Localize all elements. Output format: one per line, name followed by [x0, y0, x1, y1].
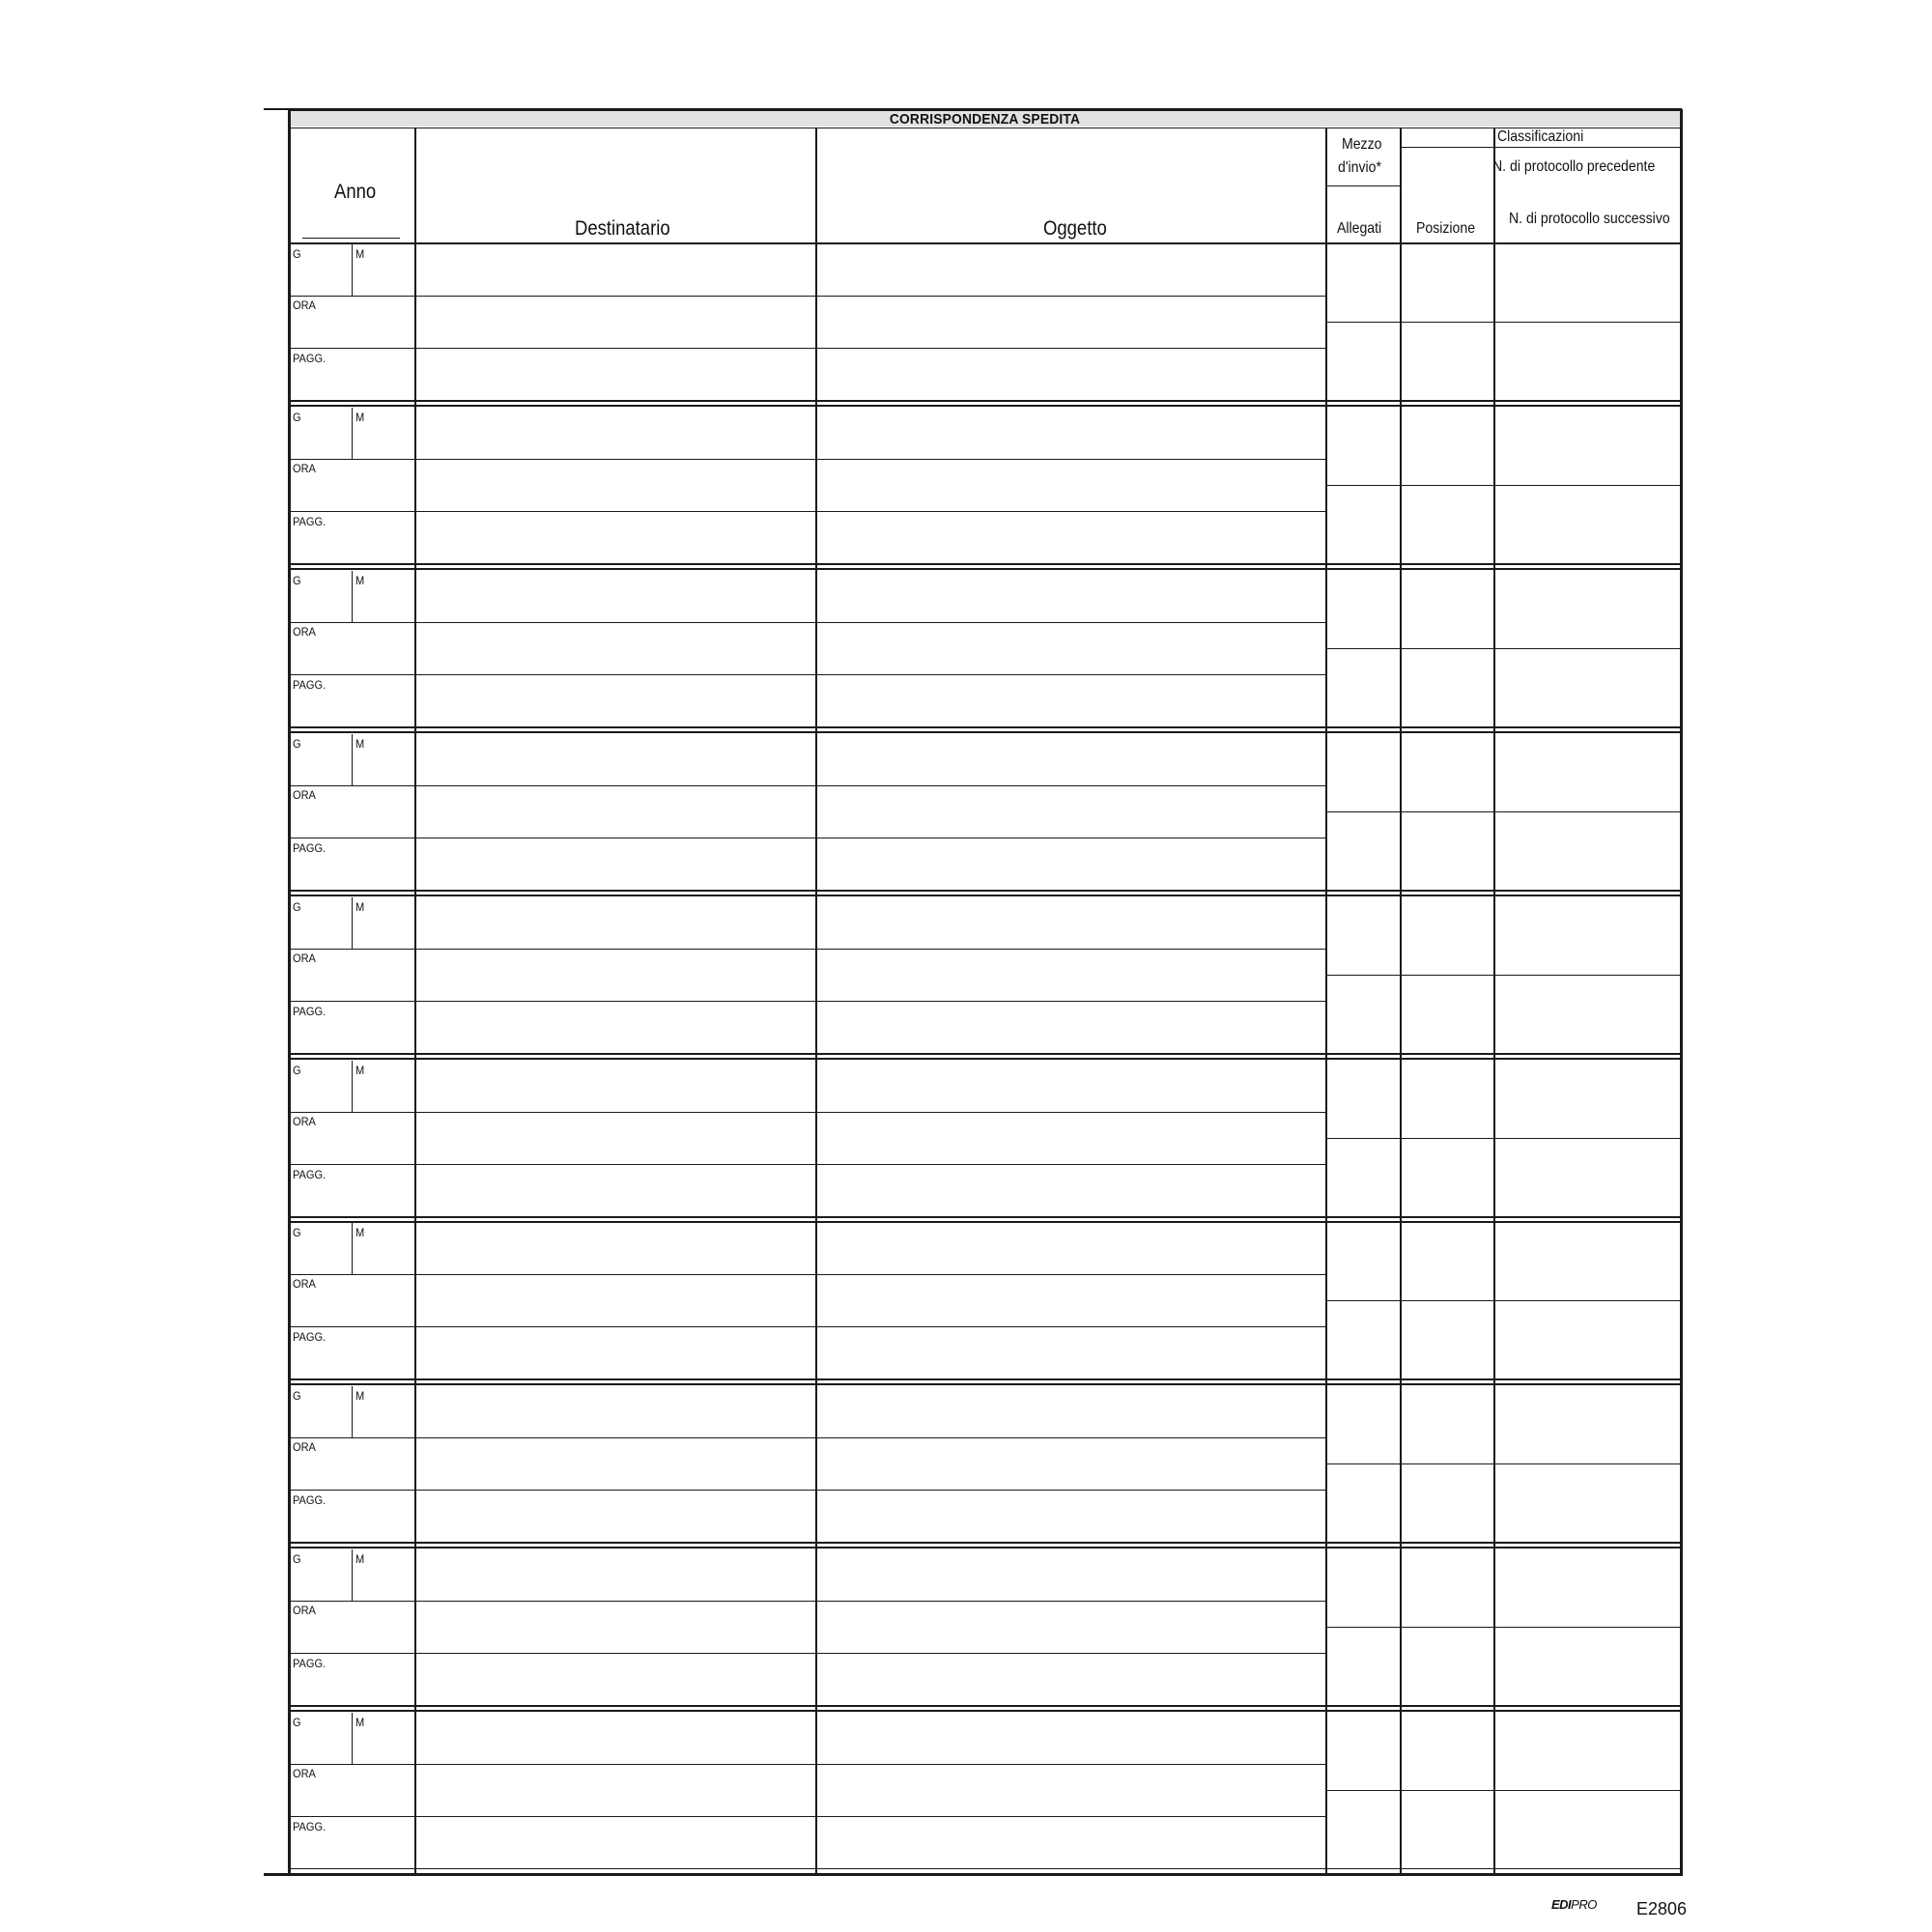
entry-5-end-rule-b — [288, 1058, 1681, 1060]
entry-6-gm-divider — [352, 1061, 353, 1112]
entry-6-rule-1 — [288, 1112, 1325, 1113]
entry-1-end-rule-a — [288, 400, 1681, 402]
entry-7-giorno-label: G — [293, 1226, 301, 1239]
entry-3-rule-1 — [288, 622, 1325, 623]
entry-1-giorno-label: G — [293, 247, 301, 261]
entry-5-side-rule — [1325, 975, 1681, 976]
entry-10-gm-divider — [352, 1713, 353, 1764]
entry-10-rule-2 — [288, 1816, 1325, 1817]
entry-10-pagine-label: PAGG. — [293, 1820, 327, 1833]
entry-9-giorno-label: G — [293, 1552, 301, 1566]
entry-7-end-rule-a — [288, 1378, 1681, 1380]
last-entry-end-rule — [288, 1868, 1681, 1869]
header-bottom-rule — [288, 242, 1681, 244]
entry-1-side-rule — [1325, 322, 1681, 323]
entry-2-side-rule — [1325, 485, 1681, 486]
entry-2-rule-1 — [288, 459, 1325, 460]
entry-2-mese-label: M — [355, 411, 365, 424]
entry-7-gm-divider — [352, 1223, 353, 1274]
entry-2-end-rule-a — [288, 563, 1681, 565]
mezzo-header-line2: d'invio* — [1338, 159, 1381, 176]
entry-8-rule-2 — [288, 1490, 1325, 1491]
entry-1-pagine-label: PAGG. — [293, 352, 327, 365]
entry-10-mese-label: M — [355, 1716, 365, 1729]
frame-left-border — [288, 109, 291, 1876]
classificazioni-header: Classificazioni — [1497, 128, 1584, 145]
entry-7-mese-label: M — [355, 1226, 365, 1239]
protocollo-successivo-header: N. di protocollo successivo — [1509, 211, 1670, 227]
entry-7-side-rule — [1325, 1300, 1681, 1301]
posizione-header: Posizione — [1416, 220, 1476, 237]
entry-7-end-rule-b — [288, 1383, 1681, 1385]
entry-9-end-rule-b — [288, 1710, 1681, 1712]
form-title: CORRISPONDENZA SPEDITA — [889, 111, 1081, 128]
entry-6-pagine-label: PAGG. — [293, 1168, 327, 1181]
entry-6-mese-label: M — [355, 1064, 365, 1077]
entry-2-gm-divider — [352, 408, 353, 459]
entry-8-mese-label: M — [355, 1389, 365, 1403]
column-rule-4 — [1400, 128, 1402, 1874]
entry-2-rule-2 — [288, 511, 1325, 512]
entry-5-gm-divider — [352, 897, 353, 949]
frame-right-border — [1680, 109, 1683, 1876]
entry-6-rule-2 — [288, 1164, 1325, 1165]
entry-8-ora-label: ORA — [293, 1440, 316, 1454]
entry-2-pagine-label: PAGG. — [293, 515, 327, 528]
entry-4-gm-divider — [352, 734, 353, 785]
product-code: E2806 — [1636, 1899, 1688, 1918]
entry-9-side-rule — [1325, 1627, 1681, 1628]
entry-5-pagine-label: PAGG. — [293, 1005, 327, 1018]
entry-7-pagine-label: PAGG. — [293, 1330, 327, 1344]
publisher-logo: EDIPRO — [1551, 1897, 1597, 1912]
entry-4-end-rule-b — [288, 895, 1681, 896]
entry-9-mese-label: M — [355, 1552, 365, 1566]
anno-header: Anno — [334, 181, 377, 203]
entry-8-rule-1 — [288, 1437, 1325, 1438]
entry-1-gm-divider — [352, 244, 353, 296]
entry-4-rule-1 — [288, 785, 1325, 786]
entry-6-giorno-label: G — [293, 1064, 301, 1077]
frame-top-border — [288, 108, 1682, 111]
entry-5-rule-2 — [288, 1001, 1325, 1002]
column-rule-5 — [1493, 128, 1495, 1874]
entry-1-end-rule-b — [288, 405, 1681, 407]
entry-6-ora-label: ORA — [293, 1115, 316, 1128]
entry-8-pagine-label: PAGG. — [293, 1493, 327, 1507]
entry-7-rule-2 — [288, 1326, 1325, 1327]
entry-4-ora-label: ORA — [293, 788, 316, 802]
entry-9-ora-label: ORA — [293, 1604, 316, 1617]
entry-3-side-rule — [1325, 648, 1681, 649]
entry-2-ora-label: ORA — [293, 462, 316, 475]
entry-1-rule-1 — [288, 296, 1325, 297]
entry-3-rule-2 — [288, 674, 1325, 675]
allegati-header: Allegati — [1337, 220, 1382, 237]
entry-3-gm-divider — [352, 571, 353, 622]
entry-6-side-rule — [1325, 1138, 1681, 1139]
entry-7-ora-label: ORA — [293, 1277, 316, 1291]
entry-9-gm-divider — [352, 1549, 353, 1601]
entry-5-rule-1 — [288, 949, 1325, 950]
entry-3-pagine-label: PAGG. — [293, 678, 327, 692]
entry-10-giorno-label: G — [293, 1716, 301, 1729]
entry-4-mese-label: M — [355, 737, 365, 751]
entry-8-end-rule-b — [288, 1547, 1681, 1548]
entry-3-giorno-label: G — [293, 574, 301, 587]
entry-7-rule-1 — [288, 1274, 1325, 1275]
entry-3-end-rule-a — [288, 726, 1681, 728]
entry-3-mese-label: M — [355, 574, 365, 587]
entry-9-pagine-label: PAGG. — [293, 1657, 327, 1670]
entry-5-ora-label: ORA — [293, 952, 316, 965]
entry-5-end-rule-a — [288, 1053, 1681, 1055]
entry-9-rule-2 — [288, 1653, 1325, 1654]
entry-2-end-rule-b — [288, 568, 1681, 570]
entry-8-end-rule-a — [288, 1542, 1681, 1544]
entry-5-giorno-label: G — [293, 900, 301, 914]
protocollo-precedente-header: N. di protocollo precedente — [1492, 158, 1656, 175]
entry-1-mese-label: M — [355, 247, 365, 261]
entry-5-mese-label: M — [355, 900, 365, 914]
entry-6-end-rule-b — [288, 1221, 1681, 1223]
entry-1-ora-label: ORA — [293, 298, 316, 312]
entry-4-pagine-label: PAGG. — [293, 841, 327, 855]
entry-8-giorno-label: G — [293, 1389, 301, 1403]
entry-10-rule-1 — [288, 1764, 1325, 1765]
classificazioni-rule — [1400, 147, 1681, 148]
entry-10-side-rule — [1325, 1790, 1681, 1791]
mezzo-allegati-rule — [1325, 185, 1400, 186]
entry-1-rule-2 — [288, 348, 1325, 349]
entry-3-ora-label: ORA — [293, 625, 316, 639]
frame-top-stub — [264, 108, 291, 110]
entry-9-rule-1 — [288, 1601, 1325, 1602]
entry-9-end-rule-a — [288, 1705, 1681, 1707]
mezzo-header-line1: Mezzo — [1342, 136, 1382, 153]
entry-4-giorno-label: G — [293, 737, 301, 751]
anno-underline — [302, 238, 400, 239]
entry-3-end-rule-b — [288, 731, 1681, 733]
entry-8-gm-divider — [352, 1386, 353, 1437]
entry-4-side-rule — [1325, 811, 1681, 812]
oggetto-header: Oggetto — [1043, 217, 1107, 240]
entry-8-side-rule — [1325, 1463, 1681, 1464]
frame-bottom-border — [264, 1873, 1683, 1876]
destinatario-header: Destinatario — [575, 217, 670, 240]
column-rule-3 — [1325, 128, 1327, 1874]
entry-2-giorno-label: G — [293, 411, 301, 424]
entry-6-end-rule-a — [288, 1216, 1681, 1218]
entry-4-end-rule-a — [288, 890, 1681, 892]
entry-10-ora-label: ORA — [293, 1767, 316, 1780]
